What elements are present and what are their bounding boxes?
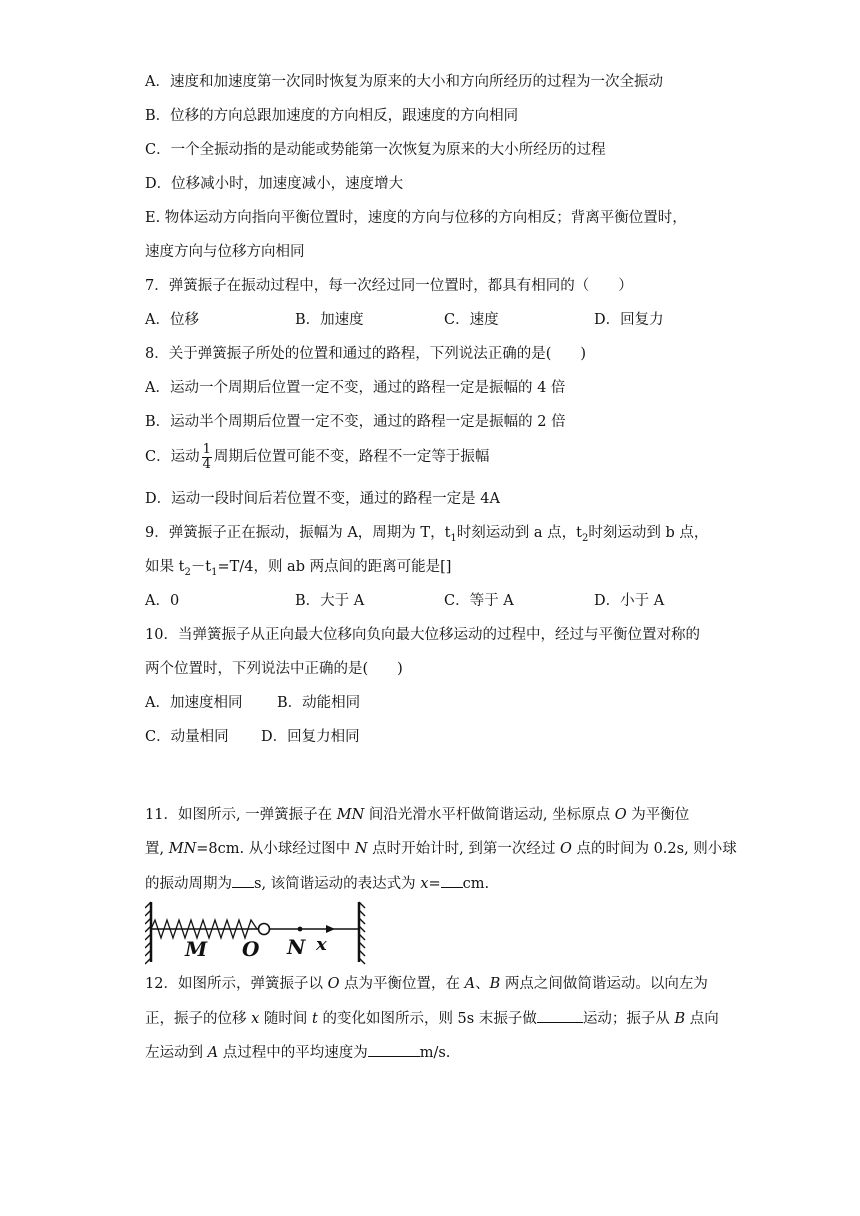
- q9-option-d: D．小于 A: [594, 593, 665, 609]
- q6-option-d: D．位移减小时，加速度减小，速度增大: [145, 176, 404, 192]
- q12-text: 点过程中的平均速度为: [218, 1045, 368, 1061]
- label-o: O: [242, 937, 260, 961]
- q10-option-d: D．回复力相同: [261, 729, 360, 745]
- left-wall: [145, 902, 151, 964]
- subscript: 2: [184, 566, 191, 578]
- q6-option-e-line1: E. 物体运动方向指向平衡位置时，速度的方向与位移的方向相反；背离平衡位置时，: [145, 210, 687, 226]
- q12-text: 两点之间做简谐运动。以向左为: [500, 976, 708, 992]
- point-n-dot: [298, 927, 303, 932]
- variable-x: x: [420, 876, 429, 892]
- fraction-numerator: 1: [202, 441, 211, 457]
- q9-text: －t: [190, 559, 212, 575]
- q7-option-b: B．加速度: [295, 312, 364, 328]
- variable-t: t: [312, 1011, 318, 1027]
- variable-o: O: [614, 807, 627, 823]
- q8-stem: 8．关于弹簧振子所处的位置和通过的路程，下列说法正确的是( ): [145, 346, 587, 362]
- q11-text: =: [428, 876, 441, 892]
- q8-option-a: A．运动一个周期后位置一定不变，通过的路程一定是振幅的 4 倍: [145, 380, 566, 396]
- q10-option-a: A．加速度相同: [145, 695, 243, 711]
- variable-mn: MN: [168, 841, 197, 857]
- q11-stem-line3: [145, 873, 489, 894]
- q9-stem-line1: [145, 523, 708, 549]
- q6-option-c: C．一个全振动指的是动能或势能第一次恢复为原来的大小所经历的过程: [145, 142, 606, 158]
- q9-text: 如果 t: [145, 559, 185, 575]
- q9-text: 时刻运动到 b 点，: [588, 525, 709, 541]
- q11-text: s, 该简谐运动的表达式为: [254, 876, 421, 892]
- q10-stem-line2: 两个位置时，下列说法中正确的是( ): [145, 661, 403, 677]
- q8-option-b: B．运动半个周期后位置一定不变，通过的路程一定是振幅的 2 倍: [145, 414, 566, 430]
- variable-b: B: [674, 1011, 686, 1027]
- subscript: 1: [211, 566, 218, 578]
- q12-stem-line3: [145, 1042, 450, 1063]
- q8-option-c-prefix: C．运动: [145, 449, 200, 465]
- subscript: 2: [582, 532, 589, 544]
- q12-text: 点为平衡位置，在: [339, 976, 465, 992]
- q9-text: 时刻运动到 a 点，t: [456, 525, 582, 541]
- axis-arrow: [326, 925, 335, 933]
- variable-o: O: [327, 976, 340, 992]
- variable-x: x: [251, 1011, 260, 1027]
- answer-blank: [537, 1008, 583, 1023]
- variable-n: N: [354, 841, 368, 857]
- right-wall: [359, 902, 365, 964]
- q11-text: 点的时间为 0.2s, 则小球: [571, 841, 737, 857]
- variable-a: A: [464, 976, 476, 992]
- subscript: 1: [450, 532, 457, 544]
- label-m: M: [185, 937, 208, 961]
- q6-option-b: B．位移的方向总跟加速度的方向相反，跟速度的方向相同: [145, 108, 519, 124]
- fraction-denominator: 4: [202, 456, 211, 472]
- variable-mn: MN: [336, 807, 365, 823]
- q11-text: 置,: [145, 841, 169, 857]
- label-x: x: [316, 934, 327, 955]
- q11-text: 11．如图所示, 一弹簧振子在: [145, 807, 337, 823]
- q12-text: 点向: [685, 1011, 719, 1027]
- ball: [259, 924, 270, 935]
- q12-text: 随时间: [259, 1011, 313, 1027]
- variable-o: O: [559, 841, 572, 857]
- q8-option-c: [145, 440, 489, 474]
- q9-option-c: C．等于 A: [444, 593, 514, 609]
- q12-text: 的变化如图所示，则 5s 末振子做: [317, 1011, 537, 1027]
- q11-text: 的振动周期为: [145, 876, 232, 892]
- q12-stem-line1: [145, 974, 708, 994]
- answer-blank: [368, 1042, 420, 1057]
- q12-text: m/s.: [419, 1045, 451, 1061]
- q9-stem-line2: [145, 557, 451, 583]
- answer-blank: [232, 873, 254, 888]
- q6-option-a: A．速度和加速度第一次同时恢复为原来的大小和方向所经历的过程为一次全振动: [145, 74, 663, 90]
- q12-text: 、: [475, 976, 490, 992]
- q7-option-d: D．回复力: [594, 312, 664, 328]
- q6-option-e-line2: 速度方向与位移方向相同: [145, 244, 305, 260]
- fraction-one-quarter: [202, 443, 212, 472]
- q11-text: 点时开始计时, 到第一次经过: [367, 841, 560, 857]
- q12-text: 正，振子的位移: [145, 1011, 252, 1027]
- q11-text: =8cm. 从小球经过图中: [196, 841, 355, 857]
- q12-text: 左运动到: [145, 1045, 208, 1061]
- q11-stem-line2: [145, 839, 737, 859]
- q9-option-b: B．大于 A: [295, 593, 365, 609]
- q9-text: =T/4，则 ab 两点间的距离可能是[]: [217, 559, 452, 575]
- q7-stem: 7．弹簧振子在振动过程中，每一次经过同一位置时，都具有相同的（ ）: [145, 278, 633, 294]
- q11-text: 为平衡位: [626, 807, 690, 823]
- q12-stem-line2: [145, 1008, 719, 1029]
- answer-blank: [441, 873, 463, 888]
- q8-option-d: D．运动一段时间后若位置不变，通过的路程一定是 4A: [145, 491, 500, 507]
- q11-text: cm.: [462, 876, 490, 892]
- variable-b: B: [489, 976, 501, 992]
- q8-option-c-suffix: 周期后位置可能不变，路程不一定等于振幅: [213, 449, 490, 465]
- q9-option-a: A．0: [145, 593, 180, 609]
- q12-text: 运动；振子从: [582, 1011, 675, 1027]
- variable-a: A: [207, 1045, 219, 1061]
- q9-text: 9．弹簧振子正在振动，振幅为 A，周期为 T，t: [145, 525, 451, 541]
- q7-option-c: C．速度: [444, 312, 499, 328]
- q11-stem-line1: [145, 805, 689, 825]
- q7-option-a: A．位移: [145, 312, 199, 328]
- label-n: N: [287, 935, 306, 959]
- q10-option-c: C．动量相同: [145, 729, 229, 745]
- q12-text: 12．如图所示，弹簧振子以: [145, 976, 328, 992]
- q10-option-b: B．动能相同: [277, 695, 361, 711]
- spring-oscillator-figure: [145, 898, 367, 966]
- q10-stem-line1: 10．当弹簧振子从正向最大位移向负向最大位移运动的过程中，经过与平衡位置对称的: [145, 627, 700, 643]
- q11-text: 间沿光滑水平杆做简谐运动, 坐标原点: [364, 807, 615, 823]
